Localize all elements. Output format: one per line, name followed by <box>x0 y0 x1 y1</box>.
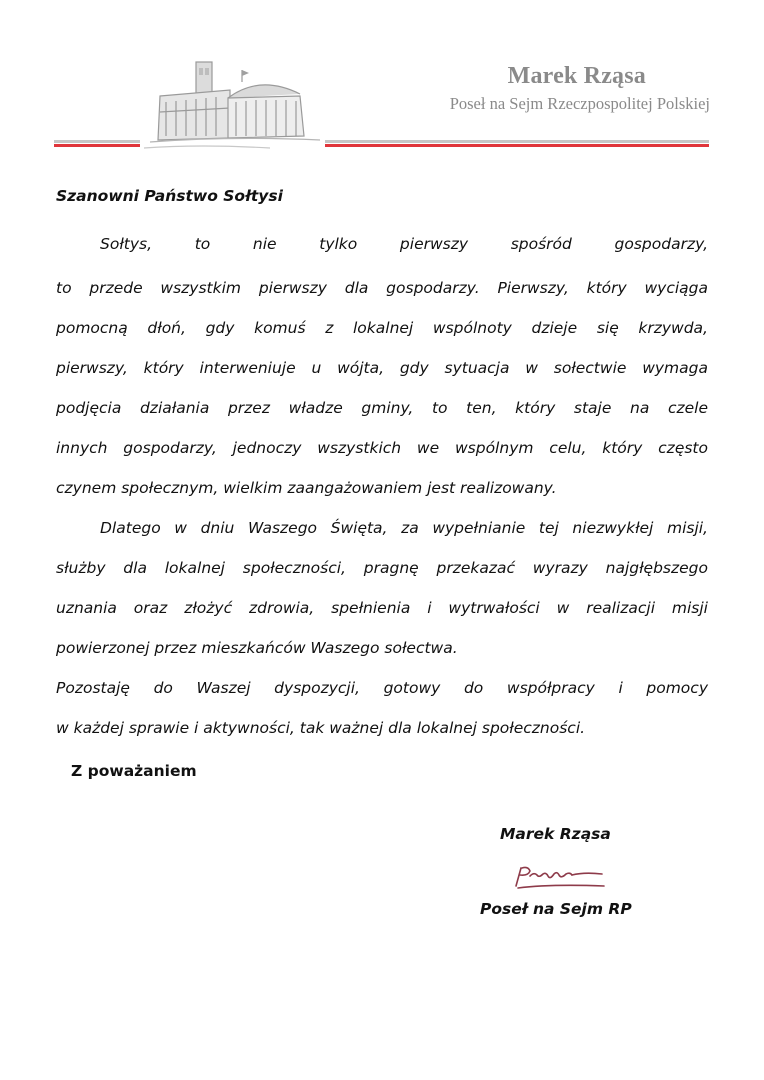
signature-role: Poseł na Sejm RP <box>480 900 632 918</box>
body-line: Pozostaję do Waszej dyspozycji, gotowy do współpracy i pomocy <box>56 679 708 697</box>
letterhead-stripe-red <box>325 144 709 147</box>
letterhead-stripe-red <box>54 144 140 147</box>
body-line: uznania oraz złożyć zdrowia, spełnienia i wytrwałości w realizacji misji <box>56 599 708 617</box>
body-line: służby dla lokalnej społeczności, pragnę przekazać wyrazy najgłębszego <box>56 559 708 577</box>
salutation: Szanowni Państwo Sołtysi <box>56 187 283 205</box>
body-line: podjęcia działania przez władze gminy, to ten, który staje na czele <box>56 399 708 417</box>
body-line: innych gospodarzy, jednoczy wszystkich we wspólnym celu, który często <box>56 439 708 457</box>
body-line: pomocną dłoń, gdy komuś z lokalnej wspólnoty dzieje się krzywda, <box>56 319 708 337</box>
letterhead-stripe-gray <box>325 140 709 143</box>
body-line: czynem społecznym, wielkim zaangażowaniem jest realizowany. <box>56 479 557 497</box>
handwritten-signature-icon <box>510 862 610 892</box>
body-line: to przede wszystkim pierwszy dla gospodarzy. Pierwszy, który wyciąga <box>56 279 708 297</box>
body-line: Dlatego w dniu Waszego Święta, za wypełnianie tej niezwykłej misji, <box>100 519 708 537</box>
body-line: Sołtys, to nie tylko pierwszy spośród gospodarzy, <box>100 235 708 253</box>
letterhead-stripe-gray <box>54 140 140 143</box>
signature-name: Marek Rząsa <box>500 825 611 843</box>
letterhead-title: Poseł na Sejm Rzeczpospolitej Polskiej <box>449 94 710 113</box>
letterhead-name: Marek Rząsa <box>507 63 646 89</box>
body-line: w każdej sprawie i aktywności, tak ważnej dla lokalnej społeczności. <box>56 719 586 737</box>
body-line: pierwszy, który interweniuje u wójta, gdy sytuacja w sołectwie wymaga <box>56 359 708 377</box>
body-line: powierzonej przez mieszkańców Waszego sołectwa. <box>56 639 458 657</box>
sejm-building-icon <box>140 56 340 156</box>
closing: Z poważaniem <box>71 762 197 780</box>
